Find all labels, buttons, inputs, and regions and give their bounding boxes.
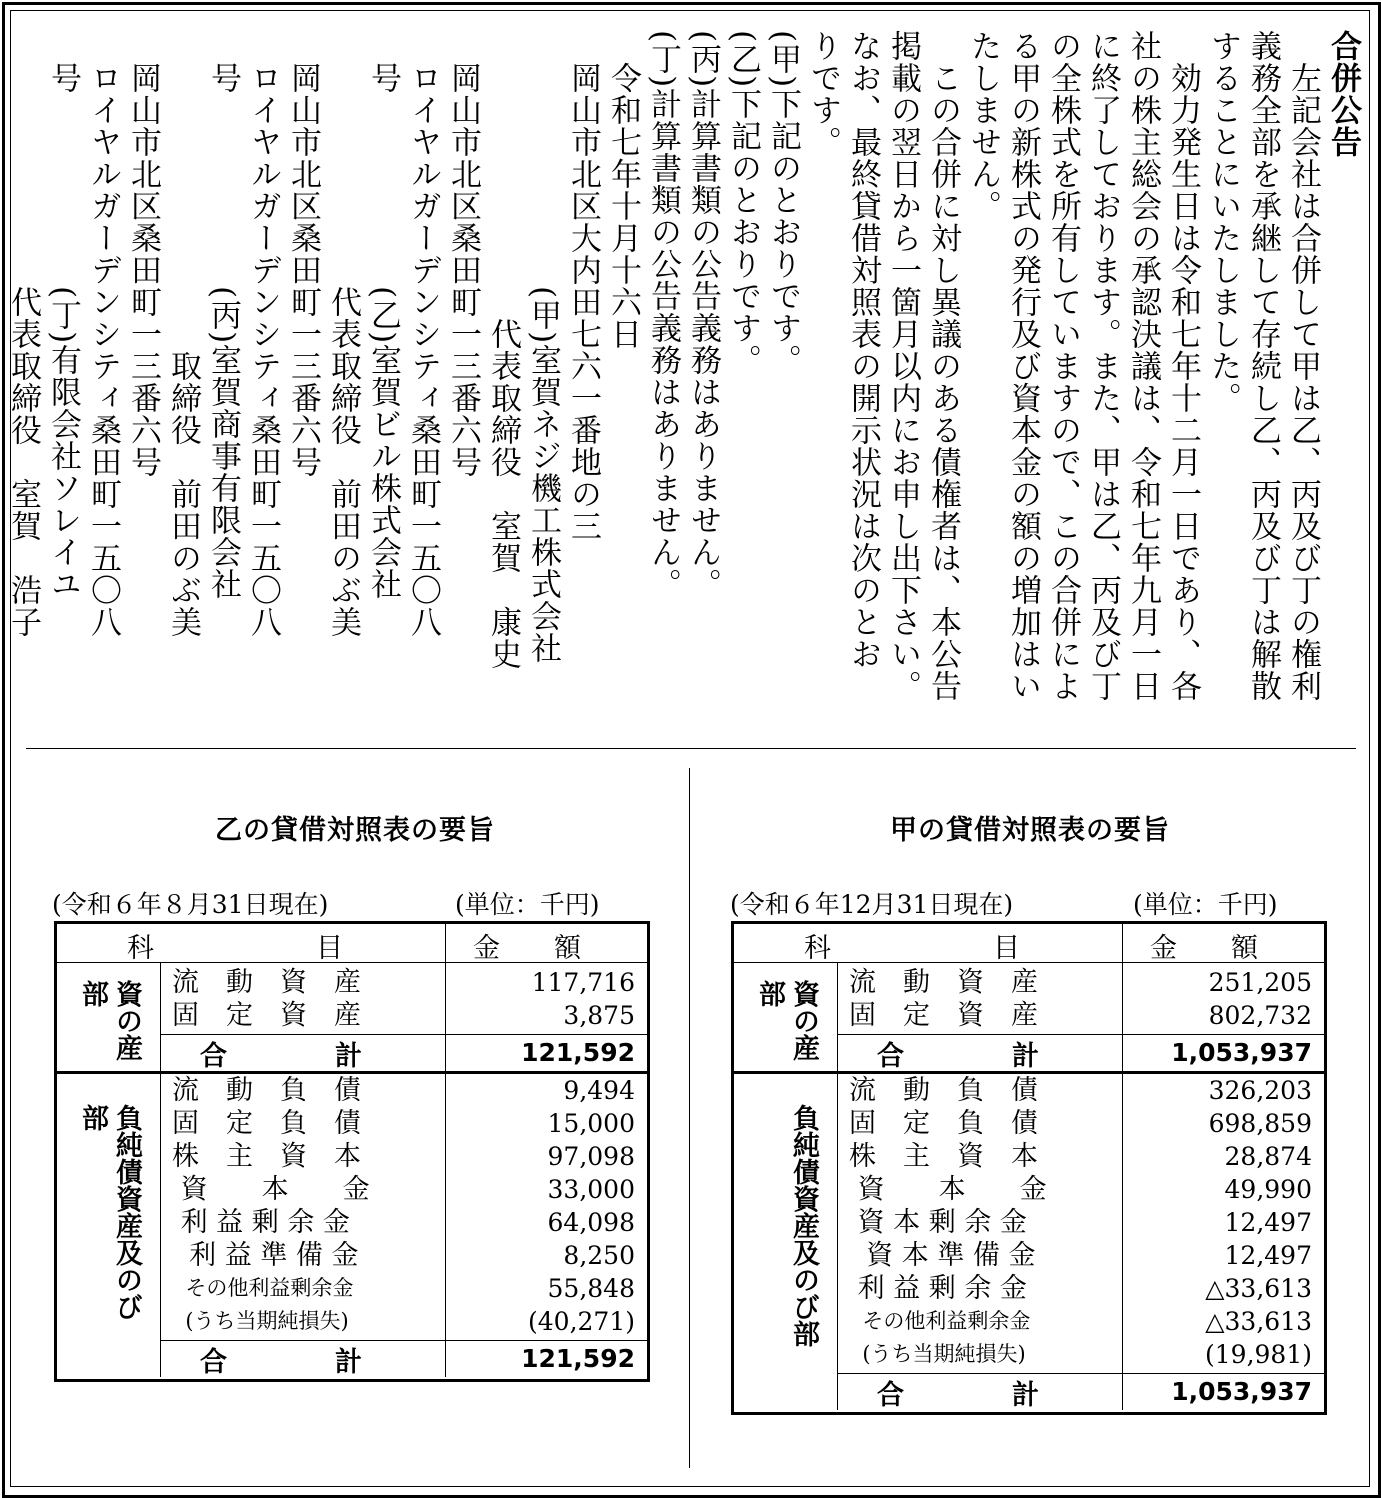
ko-total2-value: 1,053,937 (1171, 1377, 1312, 1406)
notice-column: 代表取締役 室賀 浩子 (5, 30, 41, 638)
otsu-item-label: 資 本 金 (172, 1174, 370, 1205)
ko-total1-value: 1,053,937 (1171, 1038, 1312, 1067)
ko-item-value: 28,874 (1224, 1142, 1312, 1171)
notice-column: 掲載の翌日から一箇月以内にお申し出下さい。 (885, 30, 921, 702)
otsu-total2-value: 121,592 (521, 1344, 635, 1373)
notice-column: 号 (乙)室賀ビル株式会社 (365, 30, 401, 601)
notice-column: 岡山市北区桑田町一三番六号 (125, 30, 161, 478)
notice-column: 岡山市北区桑田町一三番六号 (445, 30, 481, 478)
otsu-item-label: 流 動 負 債 (172, 1075, 361, 1106)
notice-column: (乙)下記のとおりです。 (725, 30, 761, 377)
notice-column: ロイヤルガーデンシティ桑田町一五〇八 (405, 30, 441, 638)
notice-title: 合併公告 (1325, 30, 1361, 158)
notice-column: 岡山市北区大内田七六一番地の三 (565, 30, 601, 542)
otsu-item-value: 9,494 (563, 1076, 635, 1105)
ko-section-liabilities: 負純債資産及のび部 (788, 1104, 819, 1347)
notice-column: に終了しております。また、甲は乙、丙及び丁 (1085, 30, 1121, 702)
ko-col2-rule (1122, 924, 1123, 1410)
ko-item-value: 326,203 (1208, 1076, 1312, 1105)
ko-item-label: 固 定 負 債 (849, 1108, 1038, 1139)
ko-total2-label: 合 計 (877, 1380, 1039, 1411)
otsu-item-value: 3,875 (563, 1001, 635, 1030)
otsu-total1-label: 合 計 (200, 1041, 362, 1072)
notice-column: 取締役 前田のぶ美 (165, 30, 201, 638)
ko-item-value: 251,205 (1208, 968, 1312, 997)
ko-item-label: (うち当期純損失) (849, 1342, 1026, 1366)
ko-item-label: 資 本 準 備 金 (849, 1240, 1036, 1271)
ko-item-value: 12,497 (1224, 1241, 1312, 1270)
ko-date: (令和６年12月31日現在) (730, 890, 1014, 919)
notice-column: たしません。 (965, 30, 1001, 222)
otsu-sheet-title: 乙の貸借対照表の要旨 (215, 815, 495, 846)
otsu-item-value: 64,098 (547, 1208, 635, 1237)
ko-item-label: その他利益剰余金 (849, 1309, 1031, 1333)
notice-column: 左記会社は合併して甲は乙、丙及び丁の権利 (1285, 30, 1321, 702)
notice-column: る甲の新株式の発行及び資本金の額の増加はい (1005, 30, 1041, 702)
ko-item-label: 資 本 剰 余 金 (849, 1207, 1027, 1238)
ko-sheet-title: 甲の貸借対照表の要旨 (890, 815, 1170, 846)
otsu-item-label: 固 定 負 債 (172, 1108, 361, 1139)
otsu-section-assets: 資の産部 (77, 980, 142, 1061)
notice-column: なお、最終貸借対照表の開示状況は次のとお (845, 30, 881, 670)
otsu-item-label: 株 主 資 本 (172, 1141, 361, 1172)
notice-column: ロイヤルガーデンシティ桑田町一五〇八 (85, 30, 121, 638)
ko-section-assets: 資の産部 (754, 980, 819, 1061)
notice-column: この合併に対し異議のある債権者は、本公告 (925, 30, 961, 702)
otsu-balance-table (54, 921, 650, 1382)
otsu-header-kamoku: 科 目 (127, 933, 343, 964)
notice-column: の全株式を所有していますので、この合併によ (1045, 30, 1081, 702)
ko-header-kingaku: 金 額 (1150, 933, 1258, 964)
otsu-item-label: 利 益 準 備 金 (172, 1240, 359, 1271)
notice-column: することにいたしました。 (1205, 30, 1241, 414)
otsu-item-value: 117,716 (531, 968, 635, 997)
ko-header-rule (734, 962, 1324, 963)
ko-item-label: 株 主 資 本 (849, 1141, 1038, 1172)
ko-item-label: 資 本 金 (849, 1174, 1047, 1205)
ko-balance-table (731, 921, 1327, 1415)
notice-column: 社の株主総会の承認決議は、令和七年九月一日 (1125, 30, 1161, 702)
otsu-item-value: 8,250 (563, 1241, 635, 1270)
ko-item-value: 698,859 (1208, 1109, 1312, 1138)
ko-header-kamoku: 科 目 (804, 933, 1020, 964)
otsu-header-kingaku: 金 額 (473, 933, 581, 964)
otsu-item-label: 利 益 剰 余 金 (172, 1207, 350, 1238)
ko-item-value: (19,981) (1205, 1340, 1312, 1369)
ko-item-value: 802,732 (1208, 1001, 1312, 1030)
notice-column: 効力発生日は令和七年十二月一日であり、各 (1165, 30, 1201, 702)
notice-column: 号 (丙)室賀商事有限会社 (205, 30, 241, 601)
ko-item-label: 流 動 負 債 (849, 1075, 1038, 1106)
ko-item-label: 利 益 剰 余 金 (849, 1273, 1027, 1304)
ko-item-value: △33,613 (1205, 1274, 1312, 1303)
merger-notice (5, 30, 1363, 730)
otsu-item-label: (うち当期純損失) (172, 1309, 349, 1333)
otsu-col1-rule (160, 962, 161, 1377)
otsu-item-value: 97,098 (547, 1142, 635, 1171)
otsu-header-rule (57, 962, 647, 963)
divider-horizontal (26, 748, 1356, 749)
otsu-item-value: 33,000 (547, 1175, 635, 1204)
otsu-item-label: 固 定 資 産 (172, 1000, 361, 1031)
ko-unit: (単位：千円) (1133, 890, 1278, 919)
ko-col1-rule (837, 962, 838, 1410)
otsu-item-label: 流 動 資 産 (172, 967, 361, 998)
notice-column: (丁)計算書類の公告義務はありません。 (645, 30, 681, 601)
otsu-unit: (単位：千円) (455, 890, 600, 919)
otsu-total1-value: 121,592 (521, 1038, 635, 1067)
ko-item-label: 流 動 資 産 (849, 967, 1038, 998)
notice-column: (甲)下記のとおりです。 (765, 30, 801, 377)
notice-column: 岡山市北区桑田町一三番六号 (285, 30, 321, 478)
divider-vertical (689, 768, 690, 1468)
notice-column: (丙)計算書類の公告義務はありません。 (685, 30, 721, 601)
notice-column: りです。 (805, 30, 841, 158)
ko-total1-label: 合 計 (877, 1041, 1039, 1072)
notice-column: 号 (丁)有限会社ソレイユ (45, 30, 81, 601)
ko-item-value: 12,497 (1224, 1208, 1312, 1237)
otsu-date: (令和６年８月31日現在) (52, 890, 329, 919)
notice-column: 代表取締役 前田のぶ美 (325, 30, 361, 638)
ko-item-label: 固 定 資 産 (849, 1000, 1038, 1031)
otsu-item-value: 55,848 (547, 1274, 635, 1303)
otsu-total2-label: 合 計 (200, 1347, 362, 1378)
notice-column: ロイヤルガーデンシティ桑田町一五〇八 (245, 30, 281, 638)
otsu-item-value: (40,271) (528, 1307, 635, 1336)
otsu-item-label: その他利益剰余金 (172, 1276, 354, 1300)
notice-column: 義務全部を承継して存続し乙、丙及び丁は解散 (1245, 30, 1281, 702)
notice-column: 代表取締役 室賀 康史 (485, 30, 521, 670)
notice-column: (甲)室賀ネジ機工株式会社 (525, 30, 561, 665)
ko-item-value: 49,990 (1224, 1175, 1312, 1204)
otsu-section-liabilities: 負純債資産及のび部 (77, 1104, 142, 1320)
ko-item-value: △33,613 (1205, 1307, 1312, 1336)
otsu-col2-rule (445, 924, 446, 1377)
notice-column: 令和七年十月十六日 (605, 30, 641, 350)
otsu-item-value: 15,000 (547, 1109, 635, 1138)
